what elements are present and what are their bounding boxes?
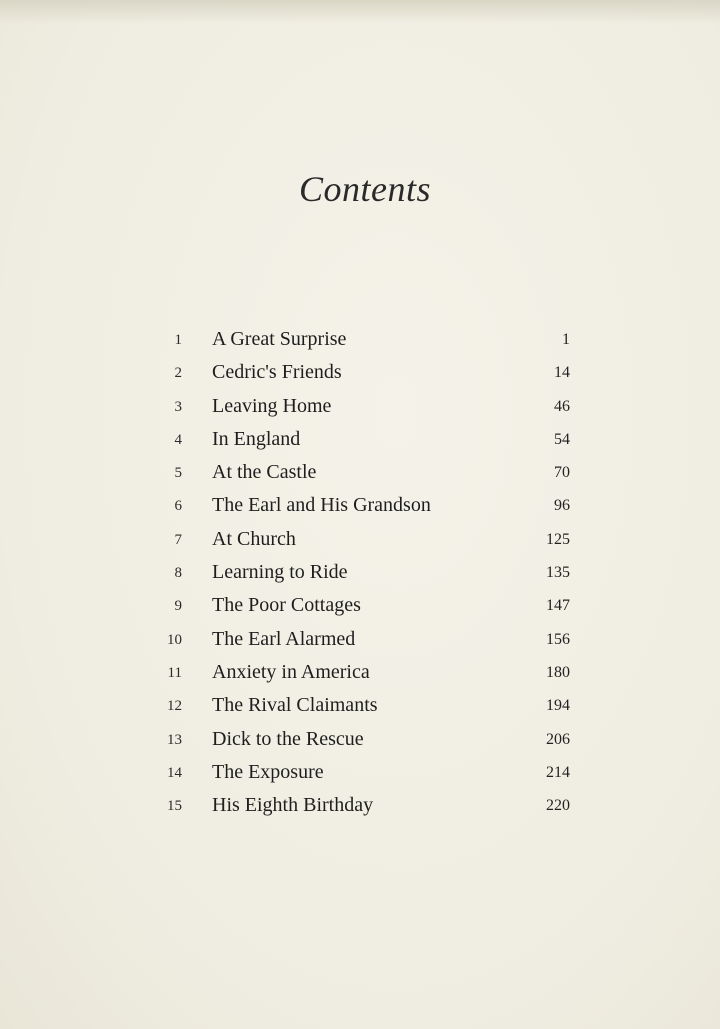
chapter-title: The Earl and His Grandson — [212, 494, 431, 517]
chapter-number: 5 — [174, 465, 182, 482]
toc-entry — [150, 761, 580, 794]
chapter-page: 214 — [546, 763, 570, 781]
toc-entry — [150, 794, 580, 827]
chapter-title: Dick to the Rescue — [212, 727, 364, 750]
chapter-page: 14 — [554, 364, 570, 382]
toc-entry — [150, 628, 580, 661]
chapter-page: 70 — [554, 464, 570, 482]
chapter-number: 9 — [174, 598, 182, 615]
chapter-page: 46 — [554, 397, 570, 415]
chapter-number: 15 — [167, 798, 182, 815]
chapter-page: 147 — [546, 597, 570, 615]
toc-entry — [150, 661, 580, 694]
chapter-title: The Poor Cottages — [212, 594, 361, 617]
chapter-page: 135 — [546, 564, 570, 582]
chapter-number: 13 — [167, 731, 182, 748]
chapter-title: Anxiety in America — [212, 660, 370, 683]
chapter-number: 8 — [174, 565, 182, 582]
toc-entry — [150, 494, 580, 527]
chapter-number: 1 — [174, 332, 182, 348]
toc-entry — [150, 461, 580, 494]
chapter-page: 180 — [546, 663, 570, 681]
table-of-contents — [150, 328, 580, 827]
chapter-number: 14 — [167, 764, 182, 781]
toc-entry — [150, 561, 580, 594]
chapter-page: 156 — [546, 630, 570, 648]
chapter-number: 12 — [167, 698, 182, 715]
chapter-page: 194 — [546, 697, 570, 715]
chapter-page: 1 — [562, 331, 570, 348]
chapter-title: Learning to Ride — [212, 561, 348, 584]
chapter-page: 206 — [546, 730, 570, 748]
toc-entry — [150, 728, 580, 761]
chapter-title: A Great Surprise — [212, 328, 347, 350]
toc-entry — [150, 395, 580, 428]
chapter-page: 96 — [554, 497, 570, 515]
chapter-number: 6 — [174, 498, 182, 515]
chapter-number: 4 — [174, 431, 182, 448]
chapter-title: The Exposure — [212, 760, 324, 783]
chapter-number: 3 — [174, 398, 182, 415]
chapter-number: 11 — [167, 664, 182, 681]
chapter-page: 220 — [546, 797, 570, 815]
page-top-shadow — [0, 0, 720, 24]
chapter-page: 125 — [546, 530, 570, 548]
chapter-page: 54 — [554, 430, 570, 448]
chapter-title: At the Castle — [212, 461, 317, 484]
toc-entry — [150, 428, 580, 461]
chapter-title: At Church — [212, 527, 296, 550]
chapter-number: 7 — [174, 531, 182, 548]
toc-entry — [150, 328, 580, 361]
chapter-number: 10 — [167, 631, 182, 648]
chapter-title: In England — [212, 427, 301, 450]
chapter-title: The Rival Claimants — [212, 694, 378, 717]
chapter-number: 2 — [174, 365, 182, 382]
page-title: Contents — [298, 169, 431, 209]
chapter-title: Leaving Home — [212, 394, 332, 417]
toc-entry — [150, 528, 580, 561]
toc-entry — [150, 361, 580, 394]
chapter-title: Cedric's Friends — [212, 361, 342, 384]
toc-entry — [150, 694, 580, 727]
chapter-title: His Eighth Birthday — [212, 794, 374, 817]
chapter-title: The Earl Alarmed — [212, 627, 356, 650]
toc-entry — [150, 594, 580, 627]
